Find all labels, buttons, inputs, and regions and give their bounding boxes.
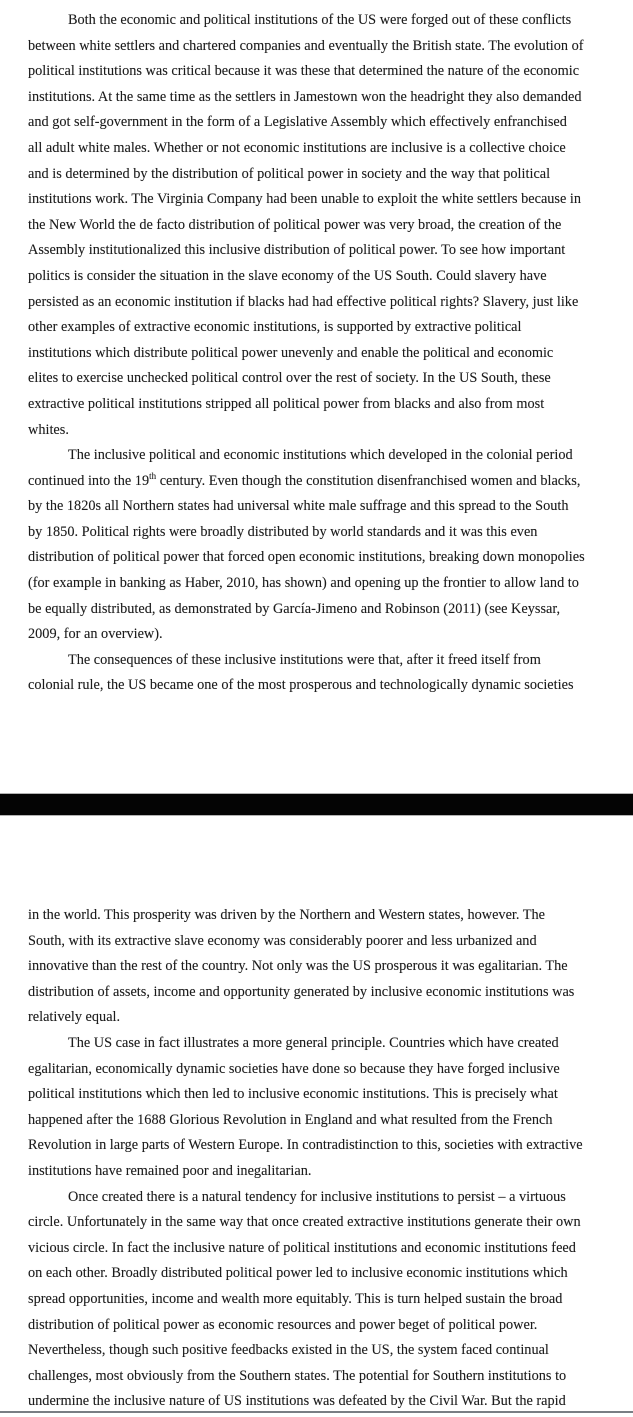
page-2-text xyxy=(28,903,627,1415)
text-line: whites. xyxy=(28,421,69,438)
page-separator-bar xyxy=(0,793,633,816)
text-line: (for example in banking as Haber, 2010, has shown) and opening up the frontier to allow land to xyxy=(28,575,579,592)
text-line: distribution of political power that forced open economic institutions, breaking down monopolies xyxy=(28,549,585,566)
text-line: institutions. At the same time as the settlers in Jamestown won the headright they also demanded xyxy=(28,88,582,105)
text-line xyxy=(28,469,627,495)
text-line: 2009, for an overview). xyxy=(28,626,163,643)
text-line: distribution of political power as economic resources and power beget of political power. xyxy=(28,1316,538,1333)
text-line: in the world. This prosperity was driven by the Northern and Western states, however. The xyxy=(28,907,545,923)
text-line: be equally distributed, as demonstrated by García-Jimeno and Robinson (2011) (see Keyssar, xyxy=(28,600,561,617)
page-1-text xyxy=(28,8,627,699)
text-line: spread opportunities, income and wealth more equitably. This is turn helped sustain the broad xyxy=(28,1290,563,1307)
text-line: The consequences of these inclusive institutions were that, after it freed itself from xyxy=(68,651,541,668)
text-segment: continued into the 19 xyxy=(28,472,150,489)
text-line: on each other. Broadly distributed political power led to inclusive economic institutions which xyxy=(28,1265,568,1282)
text-line: all adult white males. Whether or not economic institutions are inclusive is a collective choice xyxy=(28,139,566,156)
text-line: Assembly institutionalized this inclusive distribution of political power. To see how important xyxy=(28,242,566,259)
text-line: and got self-government in the form of a Legislative Assembly which effectively enfranchised xyxy=(28,114,567,131)
text-line: relatively equal. xyxy=(28,1009,121,1026)
text-line: political institutions was critical because it was these that determined the nature of the economic xyxy=(28,63,580,80)
text-line: between white settlers and chartered companies and eventually the British state. The evolution of xyxy=(28,37,584,54)
text-line: circle. Unfortunately in the same way that once created extractive institutions generate their own xyxy=(28,1214,581,1231)
text-line: by the 1820s all Northern states had universal white male suffrage and this spread to the South xyxy=(28,498,569,515)
text-line: innovative than the rest of the country. Not only was the US prosperous it was egalitarian. The xyxy=(28,958,568,975)
text-line: Both the economic and political institutions of the US were forged out of these conflicts xyxy=(68,12,572,28)
text-line: vicious circle. In fact the inclusive nature of political institutions and economic institutions feed xyxy=(28,1239,576,1256)
text-line: other examples of extractive economic institutions, is supported by extractive political xyxy=(28,319,522,336)
text-line: Revolution in large parts of Western Europe. In contradistinction to this, societies with extractive xyxy=(28,1137,583,1154)
text-line: colonial rule, the US became one of the most prosperous and technologically dynamic societies xyxy=(28,677,574,694)
text-line: distribution of assets, income and opportunity generated by inclusive economic institutions was xyxy=(28,983,575,1000)
text-segment: century. Even though the constitution disenfranchised women and blacks, xyxy=(156,472,581,489)
text-line: and is determined by the distribution of political power in society and the way that political xyxy=(28,165,551,182)
text-line: South, with its extractive slave economy was considerably poorer and less urbanized and xyxy=(28,932,537,949)
text-line: challenges, most obviously from the Southern states. The potential for Southern institutions to xyxy=(28,1367,567,1384)
text-line: The inclusive political and economic institutions which developed in the colonial period xyxy=(68,447,573,464)
text-line: political institutions which then led to inclusive economic institutions. This is precisely what xyxy=(28,1086,558,1103)
text-line: extractive political institutions stripped all political power from blacks and also from most xyxy=(28,395,545,412)
text-line: institutions which distribute political power unevenly and enable the political and economic xyxy=(28,344,554,361)
text-line: politics is consider the situation in the slave economy of the US South. Could slavery have xyxy=(28,267,547,284)
text-line: institutions work. The Virginia Company had been unable to exploit the white settlers because in xyxy=(28,191,582,208)
text-line: The US case in fact illustrates a more general principle. Countries which have created xyxy=(68,1034,559,1051)
next-page-separator-edge xyxy=(0,1411,633,1413)
text-line: the New World the de facto distribution of political power was very broad, the creation of the xyxy=(28,216,562,233)
text-line: by 1850. Political rights were broadly distributed by world standards and it was this even xyxy=(28,523,538,540)
text-line: Nevertheless, though such positive feedbacks existed in the US, the system faced continual xyxy=(28,1342,549,1359)
text-line: persisted as an economic institution if blacks had had effective political rights? Slavery, just like xyxy=(28,293,579,310)
text-line: Once created there is a natural tendency for inclusive institutions to persist – a virtuous xyxy=(68,1188,566,1205)
text-line: egalitarian, economically dynamic societies have done so because they have forged inclusive xyxy=(28,1060,560,1077)
text-line: happened after the 1688 Glorious Revolution in England and what resulted from the French xyxy=(28,1111,553,1128)
text-line: institutions have remained poor and inegalitarian. xyxy=(28,1162,312,1179)
superscript-ordinal: th xyxy=(149,470,157,481)
text-line: elites to exercise unchecked political control over the rest of society. In the US South, these xyxy=(28,370,551,387)
text-line: undermine the inclusive nature of US institutions was defeated by the Civil War. But the rapid xyxy=(28,1393,566,1410)
